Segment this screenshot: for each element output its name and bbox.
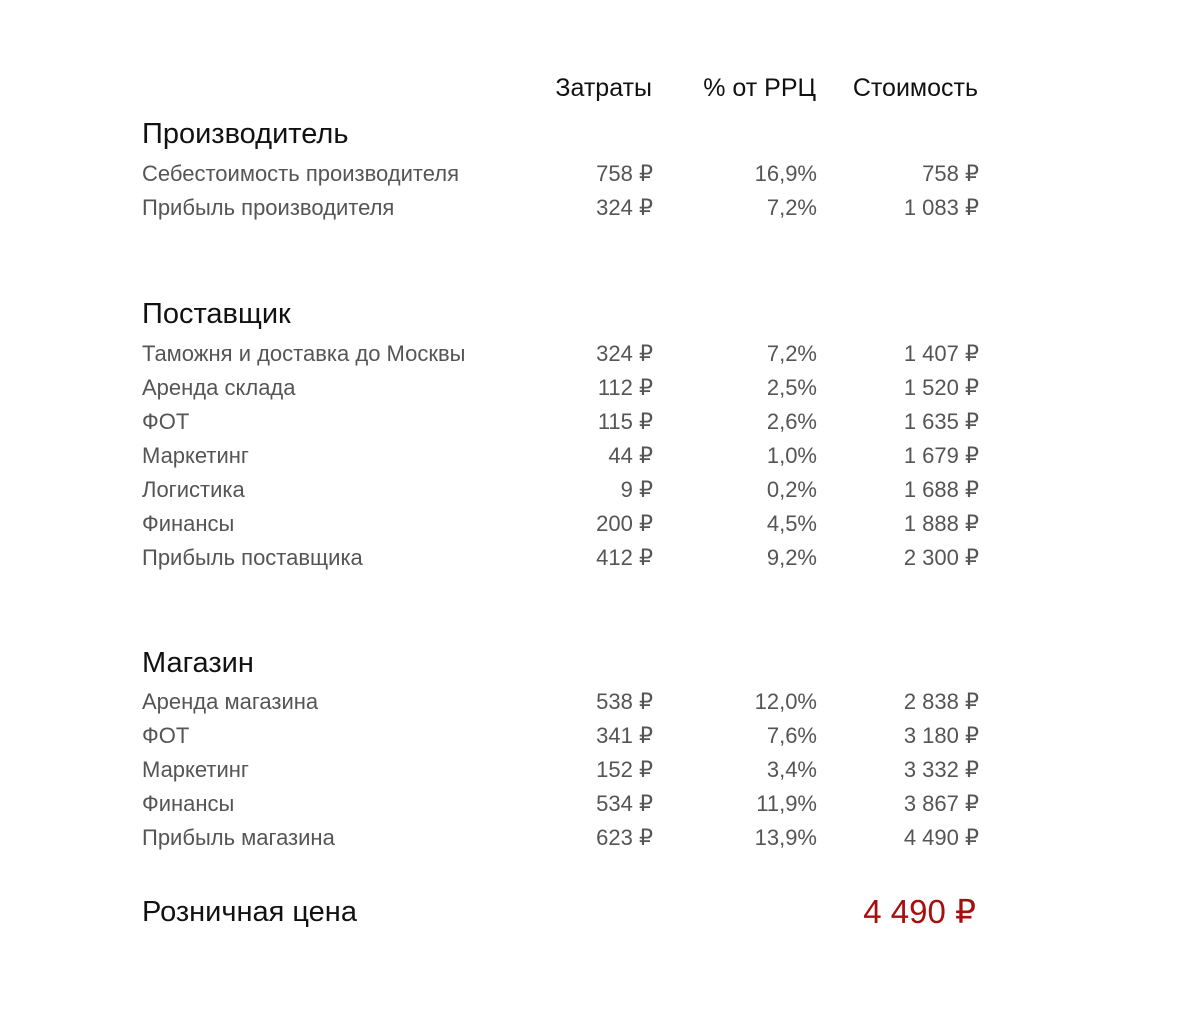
table-row <box>0 722 1200 756</box>
row-price: 3 867 ₽ <box>903 791 979 816</box>
row-percent: 2,6% <box>766 409 817 434</box>
row-price: 1 407 ₽ <box>903 341 979 366</box>
row-cost: 623 ₽ <box>596 825 653 850</box>
row-price: 2 838 ₽ <box>903 689 979 714</box>
row-label: Аренда склада <box>142 375 296 400</box>
row-cost: 412 ₽ <box>596 545 653 570</box>
table-row <box>0 442 1200 476</box>
table-row <box>0 408 1200 442</box>
row-percent: 0,2% <box>766 477 817 502</box>
row-price: 1 083 ₽ <box>903 195 979 220</box>
retail-price-value: 4 490 ₽ <box>863 893 976 930</box>
row-percent: 4,5% <box>766 511 817 536</box>
row-cost: 200 ₽ <box>596 511 653 536</box>
table-row <box>0 544 1200 578</box>
row-percent: 1,0% <box>766 443 817 468</box>
row-price: 1 688 ₽ <box>903 477 979 502</box>
section-title: Производитель <box>142 118 349 150</box>
row-label: Прибыль производителя <box>142 195 395 220</box>
section-title: Магазин <box>142 647 254 679</box>
row-cost: 324 ₽ <box>596 341 653 366</box>
row-label: Себестоимость производителя <box>142 161 459 186</box>
row-price: 3 332 ₽ <box>903 757 979 782</box>
table-row <box>0 824 1200 858</box>
row-percent: 16,9% <box>754 161 817 186</box>
row-percent: 7,2% <box>766 341 817 366</box>
table-row <box>0 374 1200 408</box>
row-percent: 7,2% <box>766 195 817 220</box>
row-cost: 112 ₽ <box>597 375 653 400</box>
row-price: 1 635 ₽ <box>903 409 979 434</box>
table-row <box>0 340 1200 374</box>
row-cost: 9 ₽ <box>620 477 653 502</box>
row-price: 1 888 ₽ <box>903 511 979 536</box>
row-label: Финансы <box>142 791 235 816</box>
row-cost: 115 ₽ <box>597 409 653 434</box>
row-cost: 758 ₽ <box>596 161 653 186</box>
table-row <box>0 790 1200 824</box>
row-price: 1 520 ₽ <box>903 375 979 400</box>
row-percent: 3,4% <box>766 757 817 782</box>
row-label: ФОТ <box>142 723 190 748</box>
row-label: ФОТ <box>142 409 190 434</box>
row-label: Прибыль магазина <box>142 825 335 850</box>
row-cost: 152 ₽ <box>596 757 653 782</box>
column-header-price: Стоимость <box>852 74 978 102</box>
table-row <box>0 160 1200 194</box>
row-cost: 324 ₽ <box>596 195 653 220</box>
row-label: Прибыль поставщика <box>142 545 363 570</box>
row-label: Аренда магазина <box>142 689 319 714</box>
row-cost: 44 ₽ <box>608 443 653 468</box>
retail-price-label: Розничная цена <box>142 896 357 928</box>
table-row <box>0 688 1200 722</box>
section-title: Поставщик <box>142 298 291 330</box>
row-label: Логистика <box>142 477 245 502</box>
row-label: Маркетинг <box>142 757 249 782</box>
row-percent: 9,2% <box>766 545 817 570</box>
column-header-costs: Затраты <box>555 74 652 102</box>
row-percent: 12,0% <box>754 689 817 714</box>
table-row <box>0 756 1200 790</box>
table-row <box>0 194 1200 228</box>
row-cost: 538 ₽ <box>596 689 653 714</box>
row-price: 758 ₽ <box>922 161 979 186</box>
row-percent: 11,9% <box>756 791 817 816</box>
row-percent: 13,9% <box>754 825 817 850</box>
row-label: Маркетинг <box>142 443 249 468</box>
row-cost: 341 ₽ <box>596 723 653 748</box>
row-percent: 2,5% <box>766 375 817 400</box>
row-label: Таможня и доставка до Москвы <box>142 341 466 366</box>
row-cost: 534 ₽ <box>596 791 653 816</box>
row-price: 1 679 ₽ <box>903 443 979 468</box>
table-row <box>0 476 1200 510</box>
row-price: 3 180 ₽ <box>903 723 979 748</box>
table-row <box>0 510 1200 544</box>
row-price: 4 490 ₽ <box>903 825 979 850</box>
row-label: Финансы <box>142 511 235 536</box>
column-header-percent: % от РРЦ <box>703 74 816 102</box>
row-percent: 7,6% <box>766 723 817 748</box>
row-price: 2 300 ₽ <box>903 545 979 570</box>
